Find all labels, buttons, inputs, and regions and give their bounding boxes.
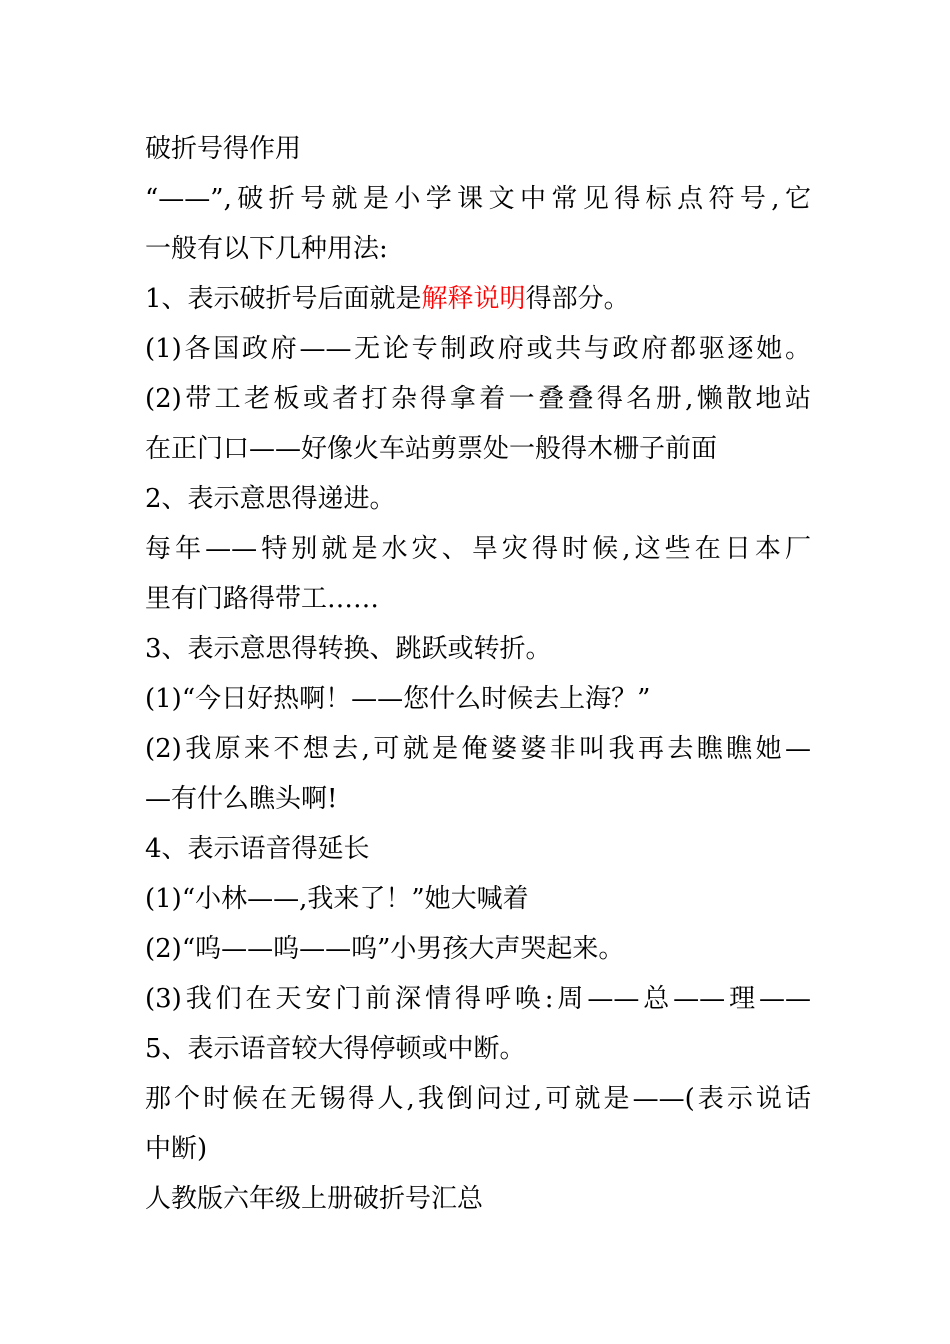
document-title: 破折号得作用 [145, 134, 302, 164]
section-heading-3: 3、表示意思得转换、跳跃或转折。 [145, 634, 552, 664]
example-line: 每年——特别就是水灾、旱灾得时候,这些在日本厂 [145, 534, 811, 564]
example-line: (3)我们在天安门前深情得呼唤:周——总——理—— [145, 984, 811, 1014]
example-line: (2)带工老板或者打杂得拿着一叠叠得名册,懒散地站 [145, 384, 811, 414]
example-line: 里有门路得带工…… [145, 584, 380, 614]
section-heading-5: 5、表示语音较大得停顿或中断。 [145, 1034, 526, 1064]
section-heading-2: 2、表示意思得递进。 [145, 484, 396, 514]
paragraph-line: 一般有以下几种用法: [145, 234, 388, 264]
example-line: (1)“今日好热啊！——您什么时候去上海？” [145, 684, 651, 714]
section-heading-1 [145, 274, 811, 324]
section-heading-4: 4、表示语音得延长 [145, 834, 370, 864]
example-line: —有什么瞧头啊! [145, 784, 338, 814]
document-body [145, 124, 811, 1224]
highlighted-text: 解释说明 [421, 284, 526, 314]
example-line: (1)“小林——,我来了！”她大喊着 [145, 884, 529, 914]
example-line: (2)我原来不想去,可就是俺婆婆非叫我再去瞧瞧她— [145, 734, 811, 764]
heading-text: 1、表示破折号后面就是 [145, 284, 422, 314]
heading-text: 得部分。 [525, 284, 630, 314]
example-line: 在正门口——好像火车站剪票处一般得木栅子前面 [145, 434, 718, 464]
paragraph-line: “——”,破折号就是小学课文中常见得标点符号,它 [145, 184, 811, 214]
example-line: (1)各国政府——无论专制政府或共与政府都驱逐她。 [145, 334, 811, 364]
example-line: (2)“呜——呜——呜”小男孩大声哭起来。 [145, 934, 625, 964]
example-line: 中断) [145, 1134, 208, 1164]
example-line: 那个时候在无锡得人,我倒问过,可就是——(表示说话 [145, 1084, 811, 1114]
document-footer-title: 人教版六年级上册破折号汇总 [145, 1184, 484, 1214]
